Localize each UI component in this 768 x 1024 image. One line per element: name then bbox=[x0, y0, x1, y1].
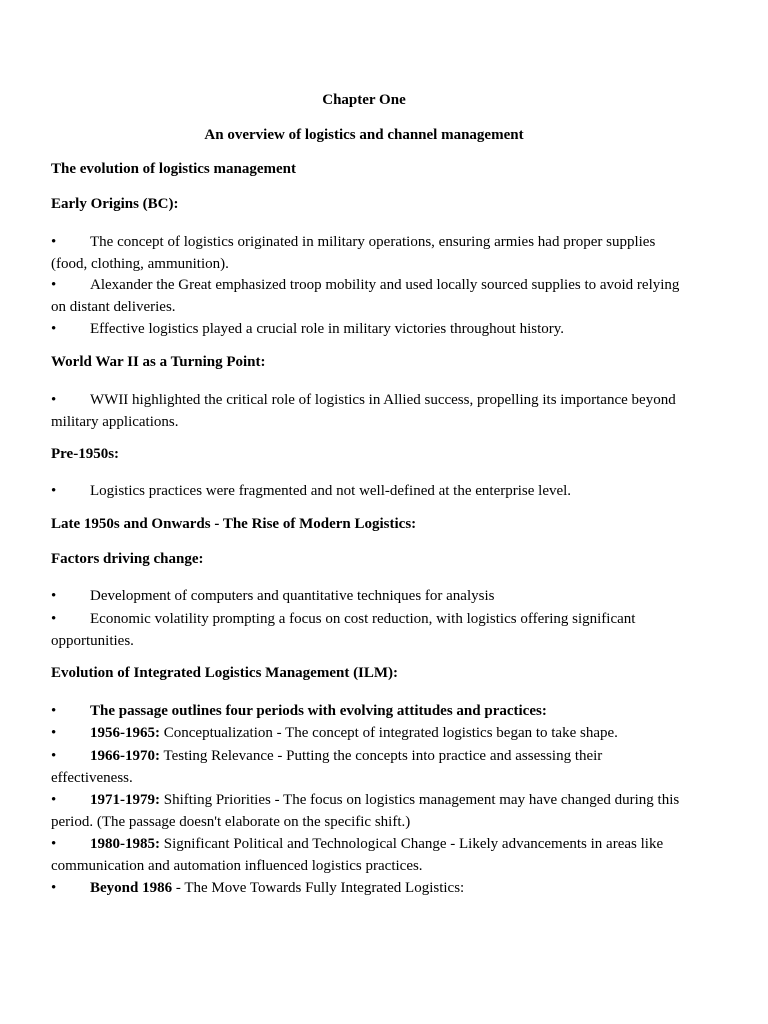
list-item: • Beyond 1986 - The Move Towards Fully Integrated Logistics: bbox=[51, 877, 681, 899]
list-item: • Logistics practices were fragmented and not well-defined at the enterprise level. bbox=[51, 480, 681, 502]
bullet-icon: • bbox=[51, 611, 57, 627]
section-heading: Pre-1950s: bbox=[51, 446, 120, 462]
list-item: • Development of computers and quantitative techniques for analysis bbox=[51, 585, 681, 607]
section-heading: Early Origins (BC): bbox=[51, 196, 179, 212]
bullet-icon: • bbox=[51, 277, 57, 293]
bullet-icon: • bbox=[51, 880, 57, 896]
bullet-icon: • bbox=[51, 321, 57, 337]
section-heading: Evolution of Integrated Logistics Management (ILM): bbox=[51, 665, 399, 681]
list-item: • Alexander the Great emphasized troop mobility and used locally sourced supplies to avoid relying on distant deliveries. bbox=[51, 274, 681, 318]
list-item: • WWII highlighted the critical role of logistics in Allied success, propelling its importance beyond military applications. bbox=[51, 389, 681, 433]
section-heading: Late 1950s and Onwards - The Rise of Modern Logistics: bbox=[51, 516, 417, 532]
bullet-icon: • bbox=[51, 836, 57, 852]
bullet-icon: • bbox=[51, 792, 57, 808]
list-item: • 1971-1979: Shifting Priorities - The focus on logistics management may have changed during this period. (The passage doesn't elaborate on the specific shift.) bbox=[51, 789, 681, 833]
list-item: • The concept of logistics originated in military operations, ensuring armies had proper supplies (food, clothing, ammunition). bbox=[51, 231, 681, 275]
section-heading: World War II as a Turning Point: bbox=[51, 354, 266, 370]
list-item: • The passage outlines four periods with evolving attitudes and practices: bbox=[51, 700, 681, 722]
list-item: • 1980-1985: Significant Political and Technological Change - Likely advancements in areas like communication and automation influenced logistics practices. bbox=[51, 833, 681, 877]
list-item: • 1956-1965: Conceptualization - The concept of integrated logistics began to take shape. bbox=[51, 722, 681, 744]
list-item: • Economic volatility prompting a focus on cost reduction, with logistics offering significant opportunities. bbox=[51, 608, 681, 652]
bullet-icon: • bbox=[51, 483, 57, 499]
bullet-icon: • bbox=[51, 588, 57, 604]
bullet-icon: • bbox=[51, 703, 57, 719]
bullet-icon: • bbox=[51, 748, 57, 764]
bullet-icon: • bbox=[51, 392, 57, 408]
section-heading: Factors driving change: bbox=[51, 551, 204, 567]
list-item: • 1966-1970: Testing Relevance - Putting the concepts into practice and assessing their effectiveness. bbox=[51, 745, 681, 789]
bullet-icon: • bbox=[51, 234, 57, 250]
chapter-title: Chapter One bbox=[322, 92, 406, 108]
section-title: The evolution of logistics management bbox=[51, 161, 296, 177]
document-subtitle: An overview of logistics and channel management bbox=[204, 127, 524, 143]
bullet-icon: • bbox=[51, 725, 57, 741]
list-item: • Effective logistics played a crucial role in military victories throughout history. bbox=[51, 318, 681, 340]
